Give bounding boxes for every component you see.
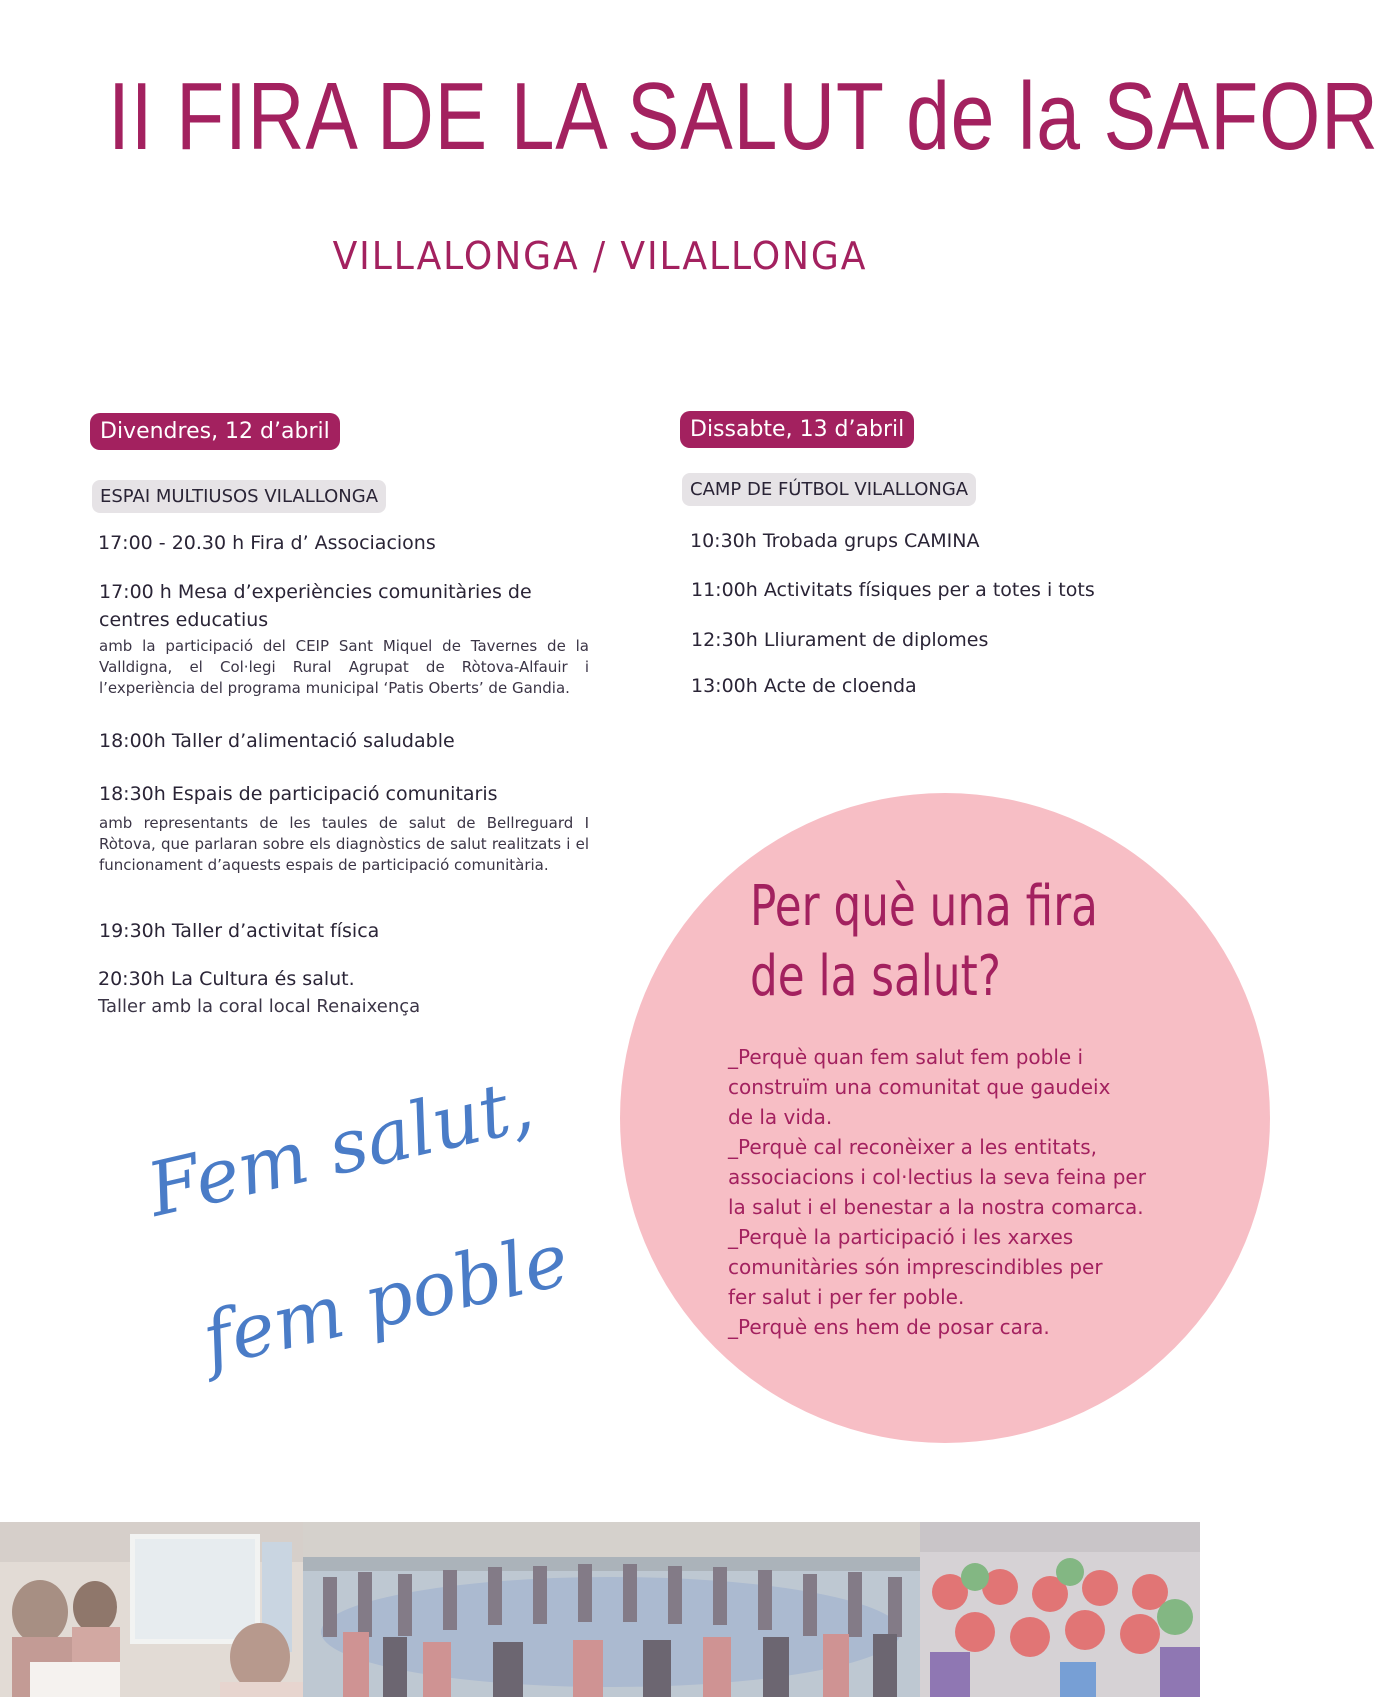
why-line: associacions i col·lectius la seva feina per — [728, 1165, 1146, 1189]
saturday-place-badge — [682, 473, 976, 506]
why-line: de la vida. — [728, 1105, 833, 1129]
photo-crowd-image — [920, 1522, 1200, 1697]
friday-day-label: Divendres, 12 d’abril — [90, 413, 340, 450]
why-line: _Perquè cal reconèixer a les entitats, — [728, 1135, 1098, 1159]
saturday-day-label: Dissabte, 13 d’abril — [680, 411, 914, 448]
friday-place-badge — [92, 480, 386, 513]
friday-item-2-description: amb la participació del CEIP Sant Miquel de Tavernes de la Valldigna, el Col·legi Rural Agrupat de Ròtova-Alfauir i l’experiència del programa municipal ‘Patis Oberts’ de Gandia. — [99, 637, 589, 697]
saturday-item-3: 12:30h Lliurament de diplomes — [691, 629, 989, 651]
saturday-place-label: CAMP DE FÚTBOL VILALLONGA — [682, 473, 976, 506]
friday-item-2-title-line2: centres educatius — [99, 609, 269, 631]
page-title: II FIRA DE LA SALUT de la SAFOR — [108, 63, 1379, 170]
friday-item-4-title: 18:30h Espais de participació comunitaris — [99, 783, 498, 805]
photo-workshop — [0, 1522, 303, 1697]
photo-strip — [0, 1522, 1200, 1697]
friday-place-label: ESPAI MULTIUSOS VILALLONGA — [92, 480, 386, 513]
friday-item-6-description: Taller amb la coral local Renaixença — [98, 996, 421, 1017]
why-reasons-list — [728, 1042, 1146, 1342]
friday-item-3-title: 18:00h Taller d’alimentació saludable — [99, 730, 455, 752]
why-title-line2: de la salut? — [750, 944, 1001, 1009]
friday-item-2-title-line1: 17:00 h Mesa d’experiències comunitàries de — [99, 581, 532, 603]
slogan-line2: fem poble — [195, 1216, 577, 1384]
slogan-line1: Fem salut, — [140, 1061, 541, 1234]
photo-workshop-image — [0, 1522, 303, 1697]
why-line: _Perquè ens hem de posar cara. — [728, 1315, 1050, 1339]
why-line: _Perquè la participació i les xarxes — [728, 1225, 1074, 1249]
photo-circle-dance — [303, 1522, 920, 1697]
why-line: la salut i el benestar a la nostra comarca. — [728, 1195, 1144, 1219]
why-line: _Perquè quan fem salut fem poble i — [728, 1045, 1084, 1069]
photo-crowd — [920, 1522, 1200, 1697]
page-subtitle: VILLALONGA / VILALLONGA — [332, 234, 868, 278]
friday-item-1-title: 17:00 - 20.30 h Fira d’ Associacions — [98, 532, 436, 554]
friday-item-4-description: amb representants de les taules de salut de Bellreguard I Ròtova, que parlaran sobre els diagnòstics de salut realitzats i el funcionament d’aquests espais de participació comunitària. — [99, 814, 589, 874]
why-line: construïm una comunitat que gaudeix — [728, 1075, 1111, 1099]
friday-day-badge — [90, 413, 340, 450]
photo-circle-dance-image — [303, 1522, 920, 1697]
why-title — [750, 872, 1098, 1012]
why-title-line1: Per què una fira — [750, 874, 1098, 939]
why-line: comunitàries són imprescindibles per — [728, 1255, 1103, 1279]
saturday-item-2: 11:00h Activitats físiques per a totes i tots — [691, 579, 1095, 601]
saturday-item-4: 13:00h Acte de cloenda — [691, 675, 917, 697]
friday-item-5-title: 19:30h Taller d’activitat física — [99, 920, 380, 942]
friday-item-6-title: 20:30h La Cultura és salut. — [98, 968, 355, 990]
saturday-day-badge — [680, 411, 914, 448]
why-line: fer salut i per fer poble. — [728, 1285, 965, 1309]
saturday-item-1: 10:30h Trobada grups CAMINA — [690, 530, 980, 552]
